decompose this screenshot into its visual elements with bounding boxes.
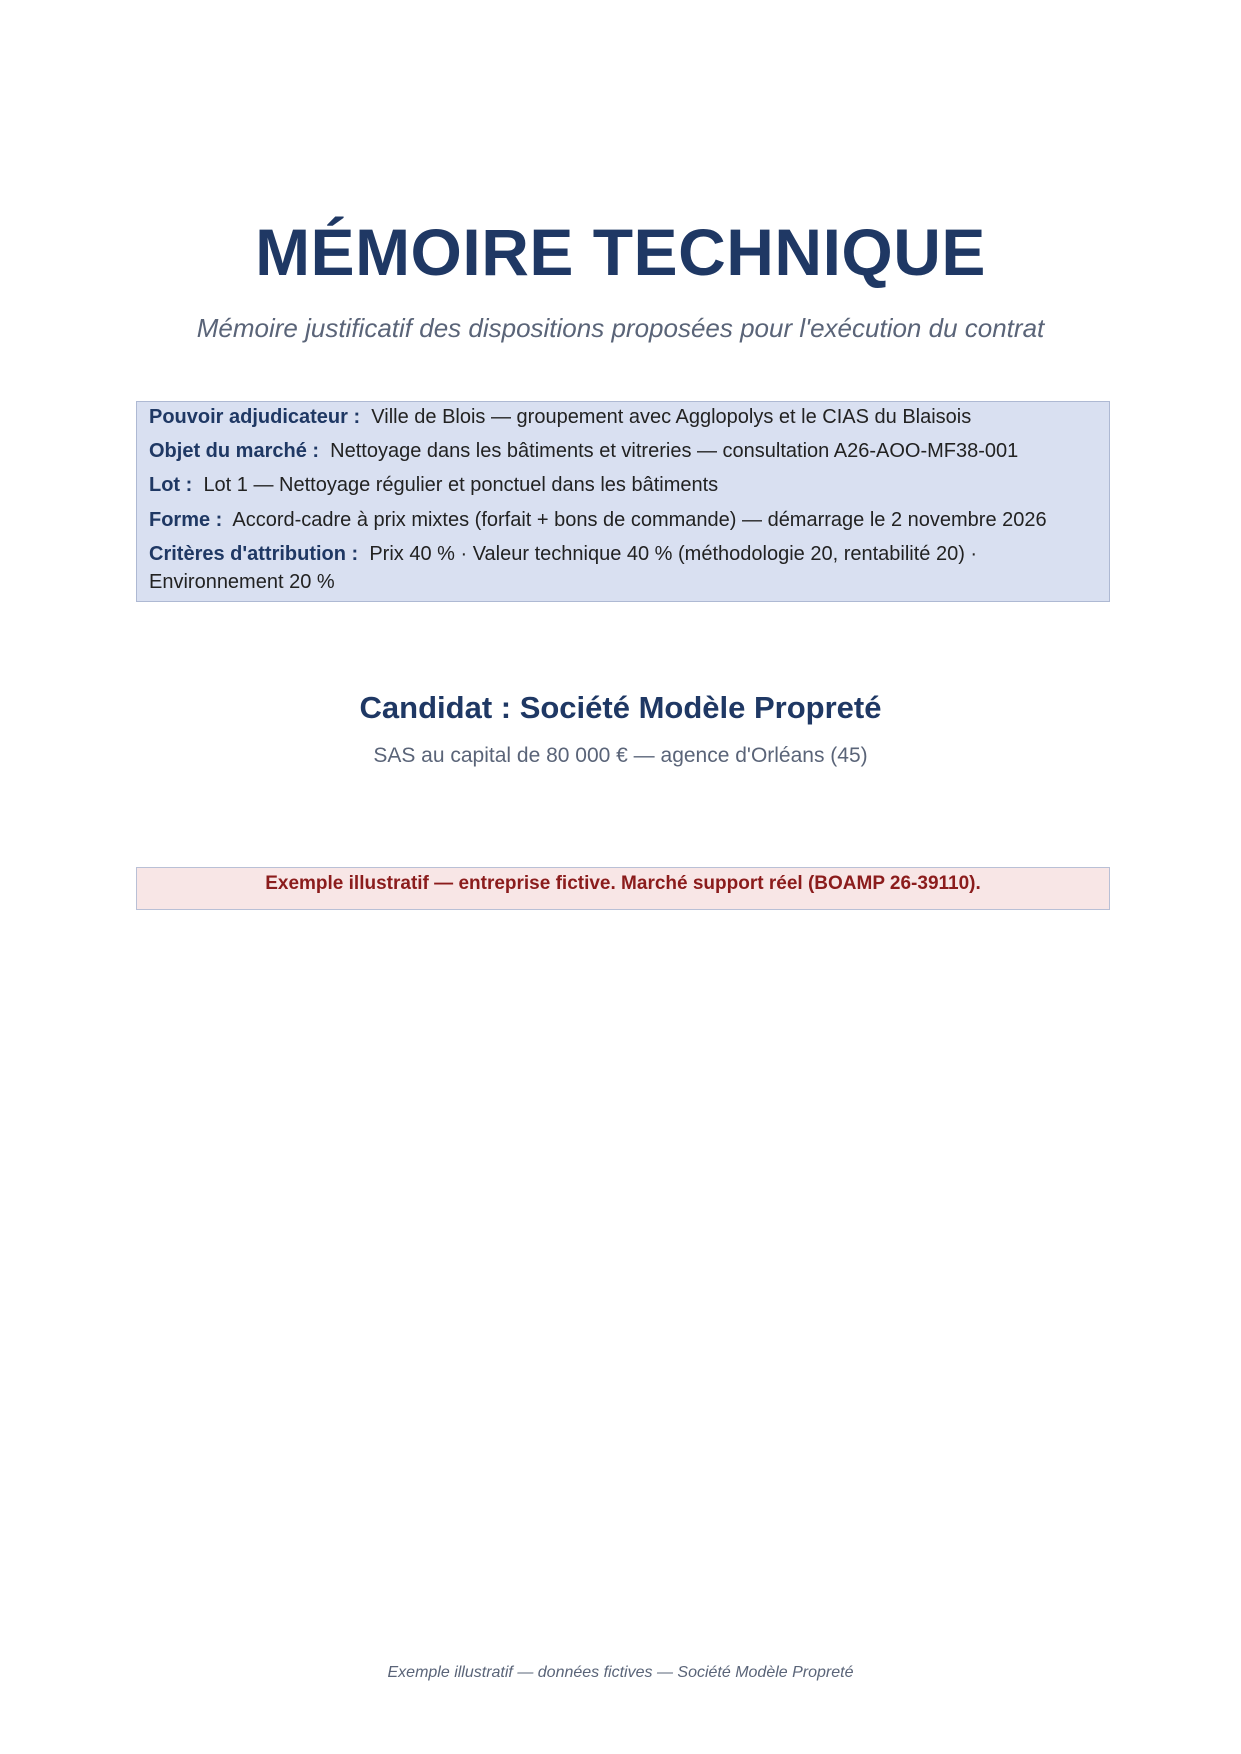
info-value: Prix 40 % · Valeur technique 40 % (méthodologie 20, rentabilité 20) · Environnement 20 % <box>149 543 978 593</box>
disclaimer-text: Exemple illustratif — entreprise fictive. Marché support réel (BOAMP 26-39110). <box>265 873 981 894</box>
contract-info-box <box>136 401 1110 602</box>
info-value: Lot 1 — Nettoyage régulier et ponctuel dans les bâtiments <box>203 474 719 496</box>
disclaimer-box <box>136 867 1110 910</box>
info-label: Critères d'attribution : <box>149 543 359 565</box>
info-label: Lot : <box>149 474 193 496</box>
info-row-award-criteria <box>149 540 1097 596</box>
info-label: Objet du marché : <box>149 440 320 462</box>
info-label: Pouvoir adjudicateur : <box>149 406 361 428</box>
document-subtitle: Mémoire justificatif des dispositions proposées pour l'exécution du contrat <box>196 313 1045 343</box>
page-footer: Exemple illustratif — données fictives — Société Modèle Propreté <box>387 1664 854 1681</box>
document-title: MÉMOIRE TECHNIQUE <box>255 215 986 289</box>
info-row-contract-object <box>149 437 1097 465</box>
info-row-form <box>149 506 1097 534</box>
info-label: Forme : <box>149 509 223 531</box>
info-row-contracting-authority <box>149 403 1097 431</box>
info-value: Accord-cadre à prix mixtes (forfait + bons de commande) — démarrage le 2 novembre 2026 <box>232 509 1047 531</box>
info-row-lot <box>149 471 1097 499</box>
info-value: Nettoyage dans les bâtiments et vitreries — consultation A26-AOO-MF38-001 <box>330 440 1019 462</box>
candidate-name: Candidat : Société Modèle Propreté <box>359 690 882 725</box>
candidate-details: SAS au capital de 80 000 € — agence d'Orléans (45) <box>373 744 868 767</box>
info-value: Ville de Blois — groupement avec Agglopolys et le CIAS du Blaisois <box>371 406 972 428</box>
